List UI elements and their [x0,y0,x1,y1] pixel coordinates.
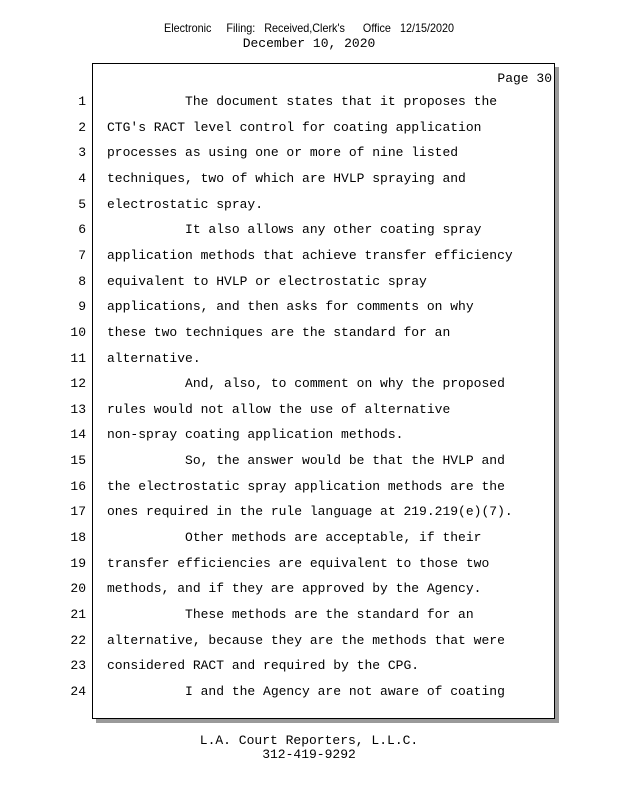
line-text: processes as using one or more of nine listed [107,145,459,161]
line-number: 5 [78,196,86,212]
line-number: 24 [70,683,86,699]
line-number: 14 [70,427,86,443]
line-number: 18 [70,530,86,546]
line-number: 9 [78,299,86,315]
court-reporter-name: L.A. Court Reporters, L.L.C. [199,733,419,748]
line-number: 13 [70,401,86,417]
line-number: 21 [70,607,86,622]
line-number: 20 [70,581,86,597]
line-number: 6 [78,222,86,238]
line-text: These methods are the standard for an [107,607,474,622]
line-number: 8 [78,273,86,289]
line-text: equivalent to HVLP or electrostatic spray [107,273,427,289]
transcript-line [0,633,618,651]
line-number: 17 [70,504,86,520]
transcript-line [0,479,618,497]
line-text: ones required in the rule language at 219.219(e)(7). [107,504,513,520]
line-number: 22 [70,632,86,648]
hearing-date: December 10, 2020 [242,36,376,51]
line-text: the electrostatic spray application methods are the [107,478,505,494]
line-number: 23 [70,658,86,674]
line-text: techniques, two of which are HVLP spraying and [107,170,466,186]
transcript-line [0,556,618,574]
filing-stamp: Electronic Filing: Received,Clerk's Office 12/15/2020 [164,21,454,35]
transcript-line [0,274,618,292]
line-number: 7 [78,247,86,263]
line-number: 1 [78,94,86,109]
line-number: 11 [70,350,86,366]
line-text: transfer efficiencies are equivalent to those two [107,555,490,571]
transcript-line [0,171,618,189]
line-text: methods, and if they are approved by the Agency. [107,581,482,597]
transcript-line [0,427,618,445]
transcript-line [0,351,618,369]
line-number: 16 [70,478,86,494]
line-number: 3 [78,145,86,161]
line-text: applications, and then asks for comments on why [107,299,474,315]
transcript-line [0,453,618,471]
transcript-line [0,504,618,522]
transcript-line [0,607,618,625]
transcript-line [0,581,618,599]
line-text: Other methods are acceptable, if their [107,530,482,546]
page-number: Page 30 [497,71,552,86]
line-text: CTG's RACT level control for coating application [107,119,482,135]
transcript-line [0,530,618,548]
line-number: 19 [70,555,86,571]
transcript-line [0,197,618,215]
line-number: 4 [78,170,86,186]
transcript-line [0,325,618,343]
line-text: alternative, because they are the methods that were [107,632,505,648]
line-text: electrostatic spray. [107,196,264,212]
line-number: 12 [70,376,86,392]
transcript-line [0,402,618,420]
transcript-line [0,299,618,317]
line-text: rules would not allow the use of alternative [107,401,451,417]
transcript-line [0,248,618,266]
line-text: It also allows any other coating spray [107,222,482,238]
transcript-line [0,376,618,394]
line-text: alternative. [107,350,201,366]
line-number: 15 [70,453,86,469]
line-text: considered RACT and required by the CPG. [107,658,420,674]
transcript-line [0,222,618,240]
line-text: application methods that achieve transfer efficiency [107,247,513,263]
transcript-line [0,658,618,676]
transcript-line [0,684,618,702]
line-text: non-spray coating application methods. [107,427,404,443]
transcript-line [0,145,618,163]
transcript-line [0,94,618,112]
line-text: I and the Agency are not aware of coating [107,683,505,699]
line-number: 10 [70,324,86,340]
line-number: 2 [78,119,86,135]
transcript-line [0,120,618,138]
line-text: The document states that it proposes the [107,94,498,109]
line-text: So, the answer would be that the HVLP and [107,453,505,469]
court-reporter-phone: 312-419-9292 [262,747,356,762]
line-text: these two techniques are the standard for an [107,324,451,340]
line-text: And, also, to comment on why the proposed [107,376,505,392]
